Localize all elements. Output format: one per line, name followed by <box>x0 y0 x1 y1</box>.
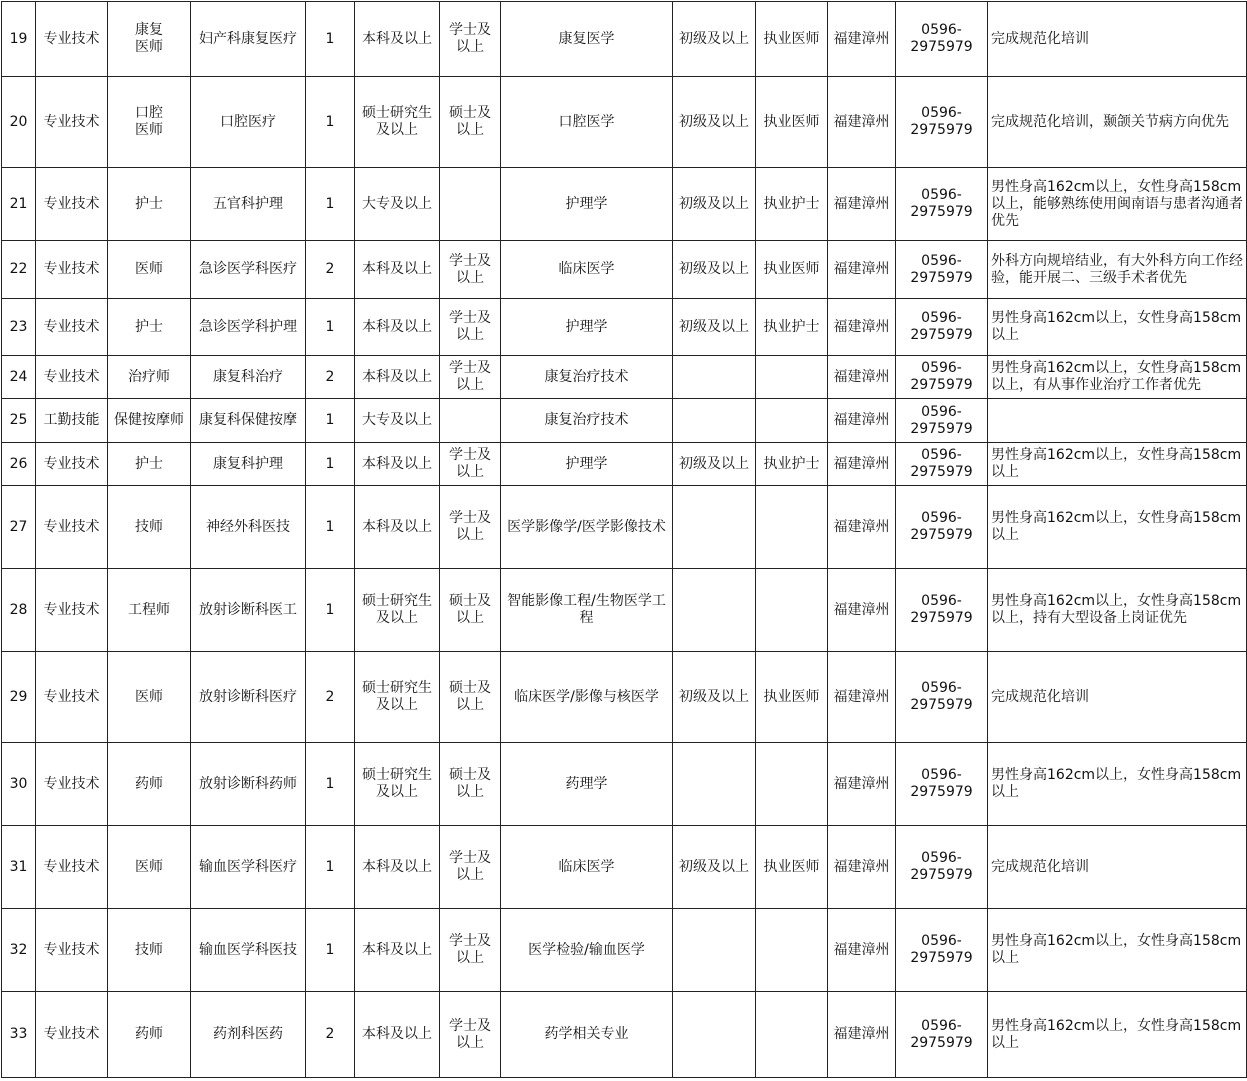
degree-cell: 学士及 以上 <box>440 2 501 77</box>
major-cell: 临床医学/影像与核医学 <box>501 652 673 743</box>
professional-title-cell: 初级及以上 <box>673 826 756 909</box>
professional-title-cell <box>673 992 756 1078</box>
professional-title-cell: 初级及以上 <box>673 443 756 486</box>
qualification-cell <box>756 356 828 399</box>
professional-title-cell: 初级及以上 <box>673 241 756 299</box>
hiring-count-cell: 1 <box>306 299 355 356</box>
table-body <box>2 2 1247 1078</box>
contact-phone-cell: 0596- 2975979 <box>896 443 988 486</box>
work-location-cell: 福建漳州 <box>828 569 896 652</box>
job-category-cell: 专业技术 <box>36 168 108 241</box>
work-location-cell: 福建漳州 <box>828 241 896 299</box>
remarks-cell: 男性身高162cm以上，女性身高158cm以上 <box>988 909 1247 992</box>
department-cell: 康复科护理 <box>191 443 306 486</box>
post-name-cell: 技师 <box>108 486 191 569</box>
hiring-count-cell: 1 <box>306 399 355 443</box>
work-location-cell: 福建漳州 <box>828 77 896 168</box>
department-cell: 口腔医疗 <box>191 77 306 168</box>
professional-title-cell <box>673 356 756 399</box>
professional-title-cell <box>673 399 756 443</box>
row-number-cell: 25 <box>2 399 36 443</box>
hiring-count-cell: 1 <box>306 909 355 992</box>
recruitment-table <box>1 1 1247 1078</box>
remarks-cell: 完成规范化培训 <box>988 826 1247 909</box>
post-name-cell: 药师 <box>108 992 191 1078</box>
work-location-cell: 福建漳州 <box>828 168 896 241</box>
hiring-count-cell: 2 <box>306 241 355 299</box>
table-row <box>2 77 1247 168</box>
row-number-cell: 27 <box>2 486 36 569</box>
table-row <box>2 2 1247 77</box>
work-location-cell: 福建漳州 <box>828 486 896 569</box>
department-cell: 输血医学科医技 <box>191 909 306 992</box>
remarks-cell: 男性身高162cm以上，女性身高158cm以上 <box>988 443 1247 486</box>
department-cell: 神经外科医技 <box>191 486 306 569</box>
hiring-count-cell: 1 <box>306 77 355 168</box>
hiring-count-cell: 2 <box>306 356 355 399</box>
table-row <box>2 356 1247 399</box>
work-location-cell: 福建漳州 <box>828 992 896 1078</box>
education-cell: 本科及以上 <box>355 2 440 77</box>
qualification-cell: 执业护士 <box>756 443 828 486</box>
work-location-cell: 福建漳州 <box>828 443 896 486</box>
table-row <box>2 909 1247 992</box>
major-cell: 康复治疗技术 <box>501 356 673 399</box>
major-cell: 医学检验/输血医学 <box>501 909 673 992</box>
qualification-cell: 执业医师 <box>756 652 828 743</box>
row-number-cell: 24 <box>2 356 36 399</box>
remarks-cell: 男性身高162cm以上，女性身高158cm以上 <box>988 743 1247 826</box>
table-row <box>2 652 1247 743</box>
remarks-cell: 外科方向规培结业，有大外科方向工作经验，能开展二、三级手术者优先 <box>988 241 1247 299</box>
education-cell: 本科及以上 <box>355 909 440 992</box>
department-cell: 药剂科医药 <box>191 992 306 1078</box>
degree-cell: 学士及 以上 <box>440 826 501 909</box>
degree-cell: 学士及 以上 <box>440 486 501 569</box>
hiring-count-cell: 1 <box>306 486 355 569</box>
degree-cell: 学士及 以上 <box>440 356 501 399</box>
hiring-count-cell: 1 <box>306 826 355 909</box>
professional-title-cell <box>673 569 756 652</box>
professional-title-cell: 初级及以上 <box>673 299 756 356</box>
major-cell: 康复医学 <box>501 2 673 77</box>
remarks-cell: 男性身高162cm以上，女性身高158cm以上，能够熟练使用闽南语与患者沟通者优先 <box>988 168 1247 241</box>
department-cell: 康复科保健按摩 <box>191 399 306 443</box>
remarks-cell: 完成规范化培训 <box>988 652 1247 743</box>
post-name-cell: 护士 <box>108 299 191 356</box>
row-number-cell: 22 <box>2 241 36 299</box>
post-name-cell: 治疗师 <box>108 356 191 399</box>
qualification-cell <box>756 743 828 826</box>
remarks-cell: 男性身高162cm以上，女性身高158cm以上，持有大型设备上岗证优先 <box>988 569 1247 652</box>
work-location-cell: 福建漳州 <box>828 2 896 77</box>
major-cell: 医学影像学/医学影像技术 <box>501 486 673 569</box>
department-cell: 急诊医学科医疗 <box>191 241 306 299</box>
post-name-cell: 护士 <box>108 168 191 241</box>
remarks-cell: 男性身高162cm以上，女性身高158cm以上 <box>988 992 1247 1078</box>
professional-title-cell <box>673 486 756 569</box>
work-location-cell: 福建漳州 <box>828 652 896 743</box>
department-cell: 输血医学科医疗 <box>191 826 306 909</box>
education-cell: 本科及以上 <box>355 992 440 1078</box>
contact-phone-cell: 0596- 2975979 <box>896 356 988 399</box>
remarks-cell: 完成规范化培训 <box>988 2 1247 77</box>
education-cell: 大专及以上 <box>355 168 440 241</box>
post-name-cell: 口腔 医师 <box>108 77 191 168</box>
row-number-cell: 29 <box>2 652 36 743</box>
work-location-cell: 福建漳州 <box>828 909 896 992</box>
job-category-cell: 专业技术 <box>36 77 108 168</box>
education-cell: 硕士研究生 及以上 <box>355 743 440 826</box>
qualification-cell: 执业医师 <box>756 2 828 77</box>
table-row <box>2 486 1247 569</box>
education-cell: 本科及以上 <box>355 299 440 356</box>
remarks-cell <box>988 399 1247 443</box>
contact-phone-cell: 0596- 2975979 <box>896 652 988 743</box>
major-cell: 临床医学 <box>501 241 673 299</box>
work-location-cell: 福建漳州 <box>828 743 896 826</box>
education-cell: 硕士研究生 及以上 <box>355 77 440 168</box>
major-cell: 康复治疗技术 <box>501 399 673 443</box>
row-number-cell: 20 <box>2 77 36 168</box>
contact-phone-cell: 0596- 2975979 <box>896 826 988 909</box>
professional-title-cell: 初级及以上 <box>673 77 756 168</box>
major-cell: 护理学 <box>501 443 673 486</box>
row-number-cell: 31 <box>2 826 36 909</box>
remarks-cell: 男性身高162cm以上，女性身高158cm以上 <box>988 299 1247 356</box>
degree-cell: 学士及 以上 <box>440 992 501 1078</box>
post-name-cell: 医师 <box>108 826 191 909</box>
row-number-cell: 33 <box>2 992 36 1078</box>
degree-cell: 学士及 以上 <box>440 909 501 992</box>
major-cell: 药理学 <box>501 743 673 826</box>
major-cell: 智能影像工程/生物医学工程 <box>501 569 673 652</box>
contact-phone-cell: 0596- 2975979 <box>896 241 988 299</box>
hiring-count-cell: 1 <box>306 168 355 241</box>
contact-phone-cell: 0596- 2975979 <box>896 399 988 443</box>
job-category-cell: 专业技术 <box>36 992 108 1078</box>
major-cell: 护理学 <box>501 299 673 356</box>
hiring-count-cell: 2 <box>306 652 355 743</box>
department-cell: 放射诊断科医疗 <box>191 652 306 743</box>
contact-phone-cell: 0596- 2975979 <box>896 168 988 241</box>
education-cell: 大专及以上 <box>355 399 440 443</box>
table-row <box>2 241 1247 299</box>
degree-cell: 硕士及 以上 <box>440 652 501 743</box>
degree-cell: 硕士及 以上 <box>440 743 501 826</box>
work-location-cell: 福建漳州 <box>828 356 896 399</box>
hiring-count-cell: 1 <box>306 443 355 486</box>
hiring-count-cell: 1 <box>306 743 355 826</box>
row-number-cell: 21 <box>2 168 36 241</box>
table-row <box>2 743 1247 826</box>
work-location-cell: 福建漳州 <box>828 826 896 909</box>
job-category-cell: 专业技术 <box>36 743 108 826</box>
contact-phone-cell: 0596- 2975979 <box>896 77 988 168</box>
degree-cell: 硕士及 以上 <box>440 77 501 168</box>
work-location-cell: 福建漳州 <box>828 399 896 443</box>
department-cell: 妇产科康复医疗 <box>191 2 306 77</box>
row-number-cell: 26 <box>2 443 36 486</box>
major-cell: 临床医学 <box>501 826 673 909</box>
remarks-cell: 男性身高162cm以上，女性身高158cm以上 <box>988 486 1247 569</box>
row-number-cell: 32 <box>2 909 36 992</box>
post-name-cell: 医师 <box>108 241 191 299</box>
table-row <box>2 443 1247 486</box>
hiring-count-cell: 2 <box>306 992 355 1078</box>
professional-title-cell: 初级及以上 <box>673 168 756 241</box>
education-cell: 本科及以上 <box>355 443 440 486</box>
qualification-cell: 执业医师 <box>756 77 828 168</box>
remarks-cell: 完成规范化培训，颞颌关节病方向优先 <box>988 77 1247 168</box>
job-category-cell: 专业技术 <box>36 443 108 486</box>
degree-cell: 学士及 以上 <box>440 241 501 299</box>
hiring-count-cell: 1 <box>306 2 355 77</box>
degree-cell: 学士及 以上 <box>440 443 501 486</box>
education-cell: 本科及以上 <box>355 486 440 569</box>
education-cell: 硕士研究生 及以上 <box>355 569 440 652</box>
contact-phone-cell: 0596- 2975979 <box>896 992 988 1078</box>
degree-cell <box>440 399 501 443</box>
hiring-count-cell: 1 <box>306 569 355 652</box>
table-row <box>2 299 1247 356</box>
post-name-cell: 工程师 <box>108 569 191 652</box>
contact-phone-cell: 0596- 2975979 <box>896 299 988 356</box>
table-row <box>2 569 1247 652</box>
post-name-cell: 药师 <box>108 743 191 826</box>
qualification-cell: 执业护士 <box>756 299 828 356</box>
qualification-cell: 执业医师 <box>756 241 828 299</box>
professional-title-cell <box>673 743 756 826</box>
qualification-cell <box>756 569 828 652</box>
major-cell: 口腔医学 <box>501 77 673 168</box>
department-cell: 急诊医学科护理 <box>191 299 306 356</box>
post-name-cell: 技师 <box>108 909 191 992</box>
professional-title-cell <box>673 909 756 992</box>
job-category-cell: 专业技术 <box>36 652 108 743</box>
contact-phone-cell: 0596- 2975979 <box>896 569 988 652</box>
contact-phone-cell: 0596- 2975979 <box>896 486 988 569</box>
department-cell: 放射诊断科药师 <box>191 743 306 826</box>
degree-cell <box>440 168 501 241</box>
department-cell: 康复科治疗 <box>191 356 306 399</box>
major-cell: 药学相关专业 <box>501 992 673 1078</box>
contact-phone-cell: 0596- 2975979 <box>896 743 988 826</box>
table-row <box>2 168 1247 241</box>
department-cell: 放射诊断科医工 <box>191 569 306 652</box>
row-number-cell: 28 <box>2 569 36 652</box>
job-category-cell: 专业技术 <box>36 2 108 77</box>
qualification-cell <box>756 992 828 1078</box>
post-name-cell: 康复 医师 <box>108 2 191 77</box>
qualification-cell <box>756 399 828 443</box>
education-cell: 本科及以上 <box>355 826 440 909</box>
work-location-cell: 福建漳州 <box>828 299 896 356</box>
contact-phone-cell: 0596- 2975979 <box>896 2 988 77</box>
table-row <box>2 826 1247 909</box>
table-row <box>2 399 1247 443</box>
major-cell: 护理学 <box>501 168 673 241</box>
job-category-cell: 专业技术 <box>36 486 108 569</box>
post-name-cell: 医师 <box>108 652 191 743</box>
job-category-cell: 专业技术 <box>36 826 108 909</box>
qualification-cell <box>756 486 828 569</box>
job-category-cell: 专业技术 <box>36 909 108 992</box>
qualification-cell: 执业医师 <box>756 826 828 909</box>
contact-phone-cell: 0596- 2975979 <box>896 909 988 992</box>
table-row <box>2 992 1247 1078</box>
job-category-cell: 专业技术 <box>36 241 108 299</box>
education-cell: 本科及以上 <box>355 356 440 399</box>
qualification-cell <box>756 909 828 992</box>
degree-cell: 学士及 以上 <box>440 299 501 356</box>
post-name-cell: 护士 <box>108 443 191 486</box>
post-name-cell: 保健按摩师 <box>108 399 191 443</box>
row-number-cell: 23 <box>2 299 36 356</box>
job-category-cell: 专业技术 <box>36 569 108 652</box>
row-number-cell: 19 <box>2 2 36 77</box>
qualification-cell: 执业护士 <box>756 168 828 241</box>
job-category-cell: 专业技术 <box>36 299 108 356</box>
degree-cell: 硕士及 以上 <box>440 569 501 652</box>
professional-title-cell: 初级及以上 <box>673 2 756 77</box>
row-number-cell: 30 <box>2 743 36 826</box>
job-category-cell: 工勤技能 <box>36 399 108 443</box>
department-cell: 五官科护理 <box>191 168 306 241</box>
remarks-cell: 男性身高162cm以上，女性身高158cm以上，有从事作业治疗工作者优先 <box>988 356 1247 399</box>
job-category-cell: 专业技术 <box>36 356 108 399</box>
education-cell: 硕士研究生 及以上 <box>355 652 440 743</box>
professional-title-cell: 初级及以上 <box>673 652 756 743</box>
education-cell: 本科及以上 <box>355 241 440 299</box>
